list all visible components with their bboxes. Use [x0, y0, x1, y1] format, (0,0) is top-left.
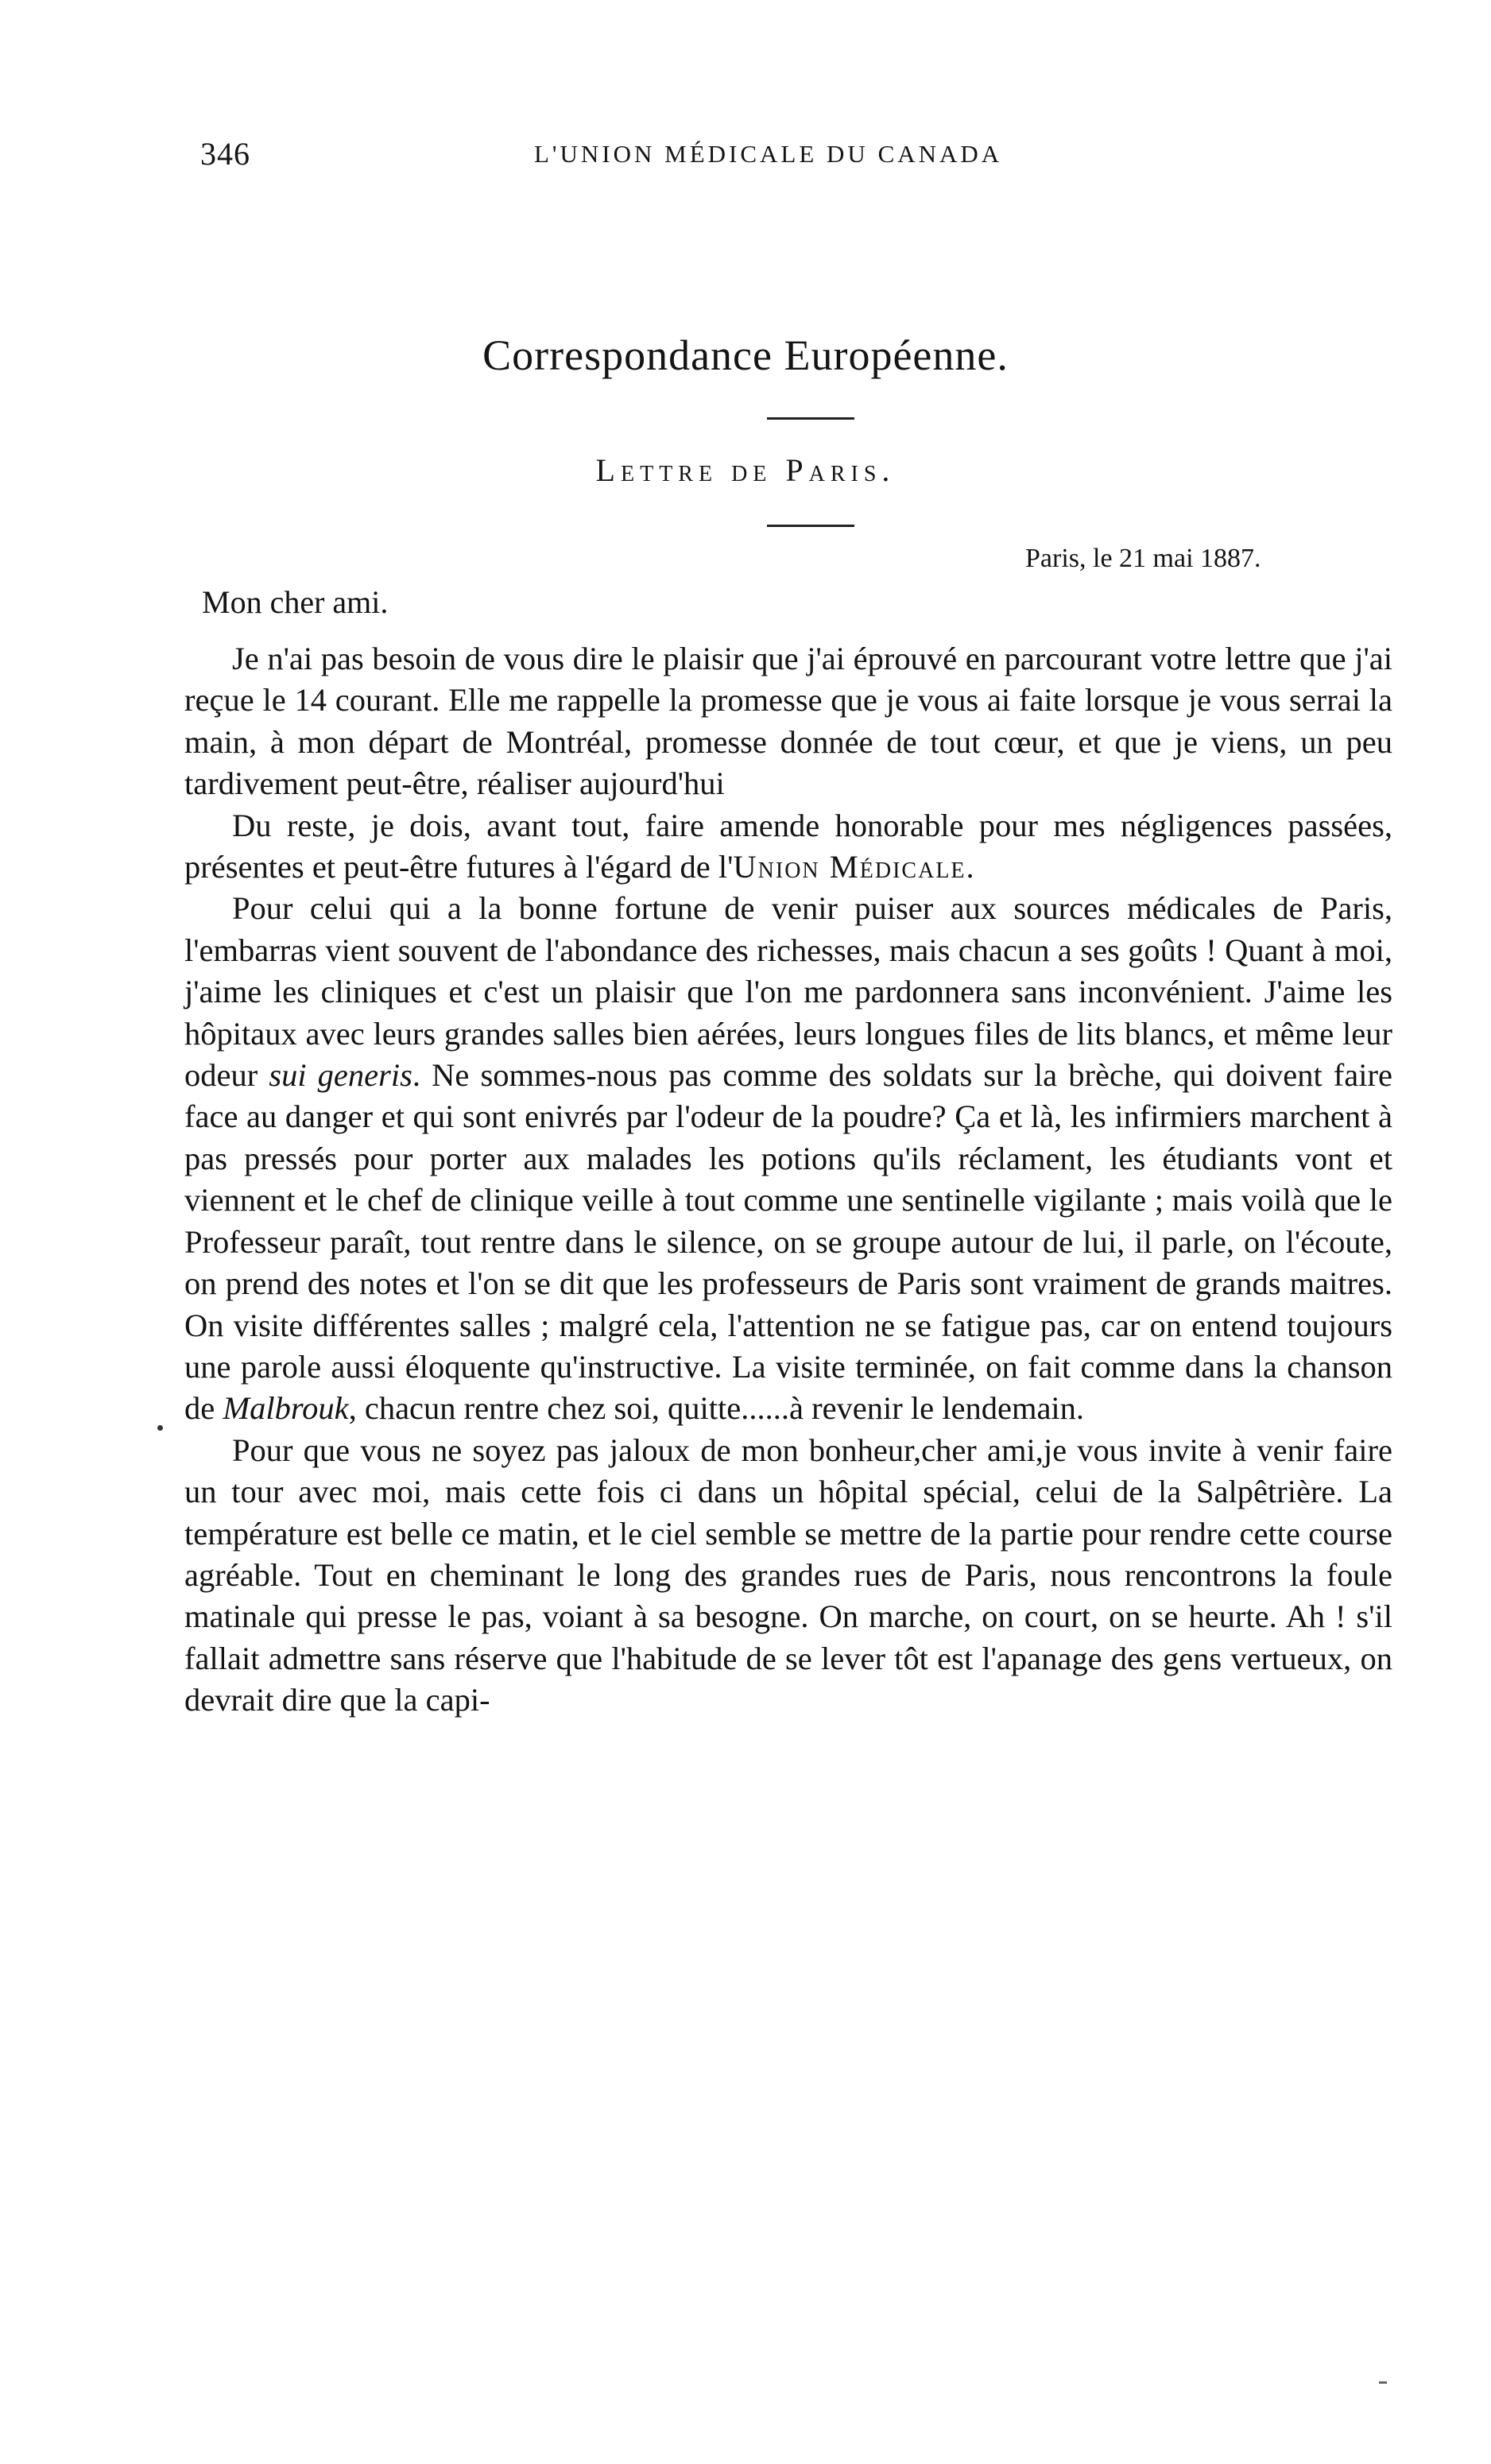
latin-phrase: sui generis: [269, 1057, 412, 1094]
letter-dateline: Paris, le 21 mai 1887.: [1025, 544, 1261, 573]
paragraph-3-text-b: . Ne sommes-nous pas comme des soldats sur la brèche, qui doivent faire face au danger et qui sont enivrés par l'odeur de la poudre? Ça et là, les infirmiers marchent à pas pressés pour porter aux malades les potions qu'ils réclament, les étudiants vont et viennent et le chef de clinique veille à tout comme une sentinelle vigilante ; mais voilà que le Professeur paraît, tout rentre dans le silence, on se groupe autour de lui, il parle, on l'écoute, on prend des notes et l'on se dit que les professeurs de Paris sont vraiment de grands maitres. On visite différentes salles ; malgré cela, l'attention ne se fatigue pas, car on entend toujours une parole aussi éloquente qu'instructive. La visite terminée, on fait comme dans la chanson de: [184, 1057, 1392, 1427]
running-head: [184, 135, 1106, 183]
song-title: Malbrouk: [223, 1390, 349, 1427]
page-number: 346: [200, 136, 250, 172]
letter-salutation: Mon cher ami.: [202, 584, 389, 620]
journal-title: L'UNION MÉDICALE DU CANADA: [534, 140, 1003, 168]
paragraph-3-text-c: , chacun rentre chez soi, quitte......à revenir le lendemain.: [348, 1390, 1085, 1427]
subtitle-divider: [767, 525, 854, 527]
section-title: Correspondance Européenne.: [482, 331, 1009, 379]
letter-subtitle: Lettre de Paris.: [595, 452, 896, 488]
paragraph-2: [184, 805, 1392, 889]
paragraph-2-text: Du reste, je dois, avant tout, faire amende honorable pour mes négligences passées, présentes et peut-être futures à l'égard de l': [184, 807, 1392, 885]
paragraph-2-end: .: [966, 849, 974, 885]
title-divider: [767, 417, 854, 420]
margin-speck: [157, 1425, 163, 1431]
journal-name: Union Médicale: [733, 849, 966, 885]
paragraph-3: [184, 888, 1392, 1429]
paragraph-3-text-a: Pour celui qui a la bonne fortune de venir puiser aux sources médicales de Paris, l'embarras vient souvent de l'abondance des richesses, mais chacun a ses goûts ! Quant à moi, j'aime les cliniques et c'est un plaisir que l'on me pardonnera sans inconvénient. J'aime les hôpitaux avec leurs grandes salles bien aérées, leurs longues files de lits blancs, et même leur odeur: [184, 890, 1392, 1094]
paragraph-1: Je n'ai pas besoin de vous dire le plaisir que j'ai éprouvé en parcourant votre lettre que j'ai reçue le 14 courant. Elle me rappelle la promesse que je vous ai faite lorsque je vous serrai la main, à mon départ de Montréal, promesse donnée de tout cœur, et que je viens, un peu tardivement peut-être, réaliser aujourd'hui: [184, 641, 1392, 802]
letter-body: [184, 638, 1392, 1722]
page-tail-mark: [1379, 2381, 1387, 2384]
paragraph-4: Pour que vous ne soyez pas jaloux de mon bonheur,cher ami,je vous invite à venir faire un tour avec moi, mais cette fois ci dans un hôpital spécial, celui de la Salpêtrière. La température est belle ce matin, et le ciel semble se mettre de la partie pour rendre cette course agréable. Tout en cheminant le long des grandes rues de Paris, nous rencontrons la foule matinale qui presse le pas, voiant à sa besogne. On marche, on court, on se heurte. Ah ! s'il fallait admettre sans réserve que l'habitude de se lever tôt est l'apanage des gens vertueux, on devrait dire que la capi-: [184, 1432, 1392, 1718]
